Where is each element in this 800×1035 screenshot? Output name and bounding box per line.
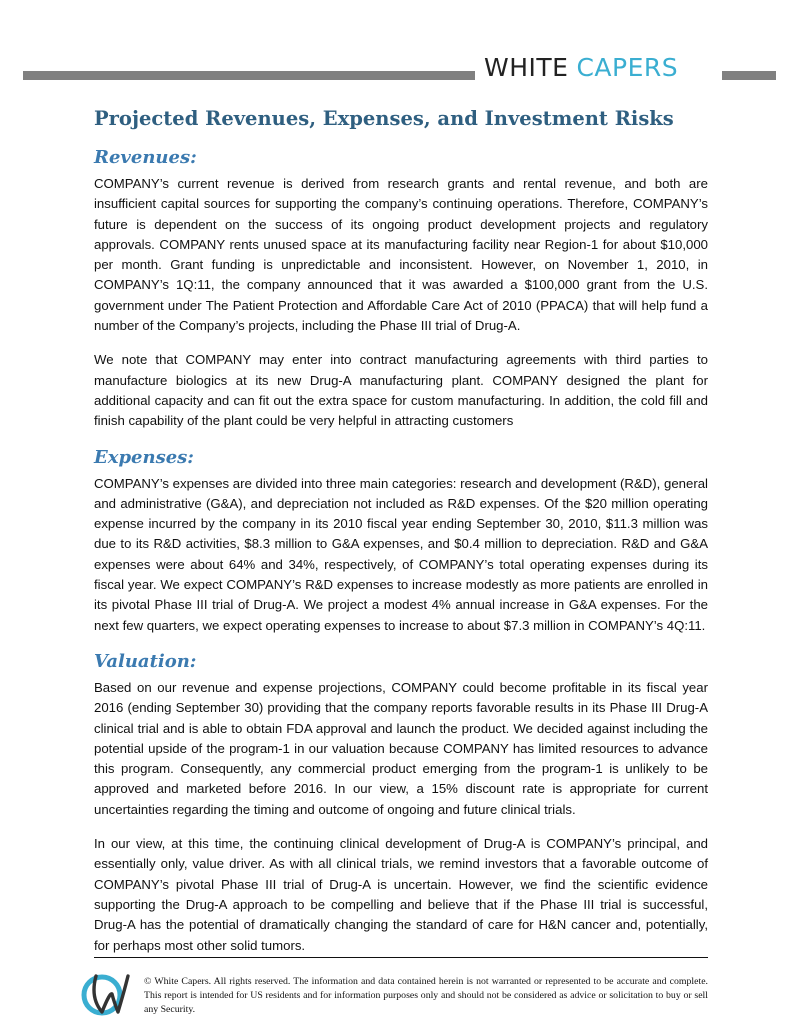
white-capers-logo-icon [80,968,132,1018]
content-divider [94,957,708,958]
section-heading-valuation: Valuation: [94,650,197,672]
brand-name-second: CAPERS [576,53,679,82]
brand-logo [484,52,678,84]
section-heading-expenses: Expenses: [94,446,194,468]
page-title: Projected Revenues, Expenses, and Investment Risks [94,107,674,130]
section-heading-revenues: Revenues: [94,147,197,168]
paragraph-expenses-1: COMPANY’s expenses are divided into three main categories: research and development (R&D), general and administrative (G&A), and depreciation not included as R&D expenses. Of the $20 million operating expense incurred by the company in its 2010 fiscal year ending September 30, 2010, $11.3 million was due to its R&D activities, $8.3 million to G&A expenses, and $0.4 million to depreciation. R&D and G&A expenses were about 64% and 34%, respectively, of COMPANY’s total operating expenses during its fiscal year. We expect COMPANY’s R&D expenses to increase modestly as more patients are enrolled in its pivotal Phase III trial of Drug-A. We project a modest 4% annual increase in G&A expenses. For the next few quarters, we expect operating expenses to increase to about $7.3 million in COMPANY’s 4Q:11. [94,475,708,633]
paragraph-valuation-2: In our view, at this time, the continuing clinical development of Drug-A is COMPANY’s principal, and essentially only, value driver. As with all clinical trials, we remind investors that a favorable outcome of COMPANY’s pivotal Phase III trial of Drug-A is uncertain. However, we find the scientific evidence supporting the Drug-A approach to be compelling and believe that if the Phase III trial is successful, Drug-A has the potential of dramatically changing the standard of care for H&N cancer and, potentially, for perhaps most other solid tumors. [94,836,708,953]
footer-disclaimer: © White Capers. All rights reserved. The information and data contained herein is not warranted or represented to be accurate and complete. This report is intended for US residents and for information purposes only and should not be considered as advice or solicitation to buy or sell any Security. [144,976,708,1015]
paragraph-revenues-1: COMPANY’s current revenue is derived from research grants and rental revenue, and both are insufficient capital sources for supporting the company’s continuing operations. Therefore, COMPANY’s future is dependent on the success of its ongoing product development projects and regulatory approvals. COMPANY rents unused space at its manufacturing facility near Region-1 for about $10,000 per month. Grant funding is unpredictable and inconsistent. However, on November 1, 2010, in COMPANY’s 1Q:11, the company announced that it was awarded a $100,000 grant from the U.S. government under The Patient Protection and Affordable Care Act of 2010 (PPACA) that will help fund a number of the Company’s projects, including the Phase III trial of Drug-A. [94,176,708,334]
header-bar-right [722,71,776,80]
header-bar-left [23,71,475,80]
brand-name-first: WHITE [484,53,569,82]
paragraph-valuation-1: Based on our revenue and expense projections, COMPANY could become profitable in its fiscal year 2016 (ending September 30) providing that the company reports favorable results in its Phase III Drug-A clinical trial and is able to obtain FDA approval and launch the product. We decided against including the potential upside of the program-1 in our valuation because COMPANY has limited resources to advance this program. Consequently, any commercial product emerging from the program-1 is unlikely to be approved and marketed before 2016. In our view, a 15% discount rate is appropriate for current uncertainties regarding the timing and outcome of ongoing and future clinical trials. [94,679,708,817]
paragraph-revenues-2: We note that COMPANY may enter into contract manufacturing agreements with third parties to manufacture biologics at its new Drug-A manufacturing plant. COMPANY designed the plant for additional capacity and can fit out the extra space for custom manufacturing. In addition, the cold fill and finish capability of the plant could be very helpful in attracting customers [94,352,708,429]
main-content [94,100,708,956]
